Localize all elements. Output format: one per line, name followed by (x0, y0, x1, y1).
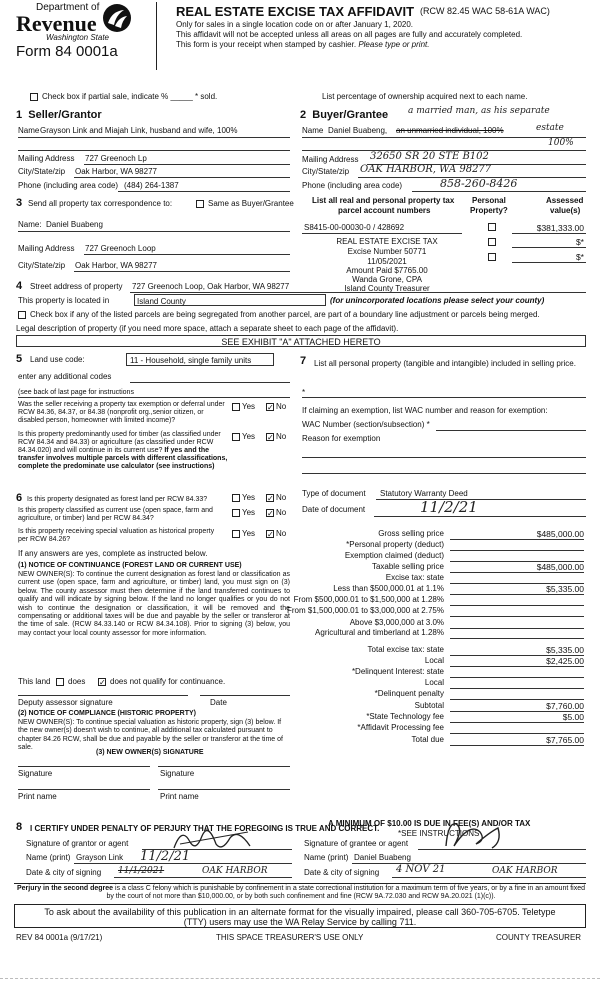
tax-row-label: From $1,500,000.01 to $3,000,000 at 2.75% (286, 606, 444, 615)
tax-row-value[interactable]: $7,765.00 (546, 735, 584, 745)
stamp-line5: Wanda Grone, CPA (352, 275, 422, 284)
stamp-line3: 11/05/2021 (367, 257, 407, 266)
parcel-number[interactable]: S8415-00-00030-0 / 428692 (304, 223, 405, 232)
rule (18, 397, 290, 398)
personal-header1: Personal (472, 196, 506, 205)
forest-q2-yes-checkbox[interactable] (232, 509, 240, 517)
accessibility-line1: To ask about the availability of this publication in an alternate format for the visually impaired, please call 360-705-6705. Teletype (44, 907, 556, 917)
tax-row-value[interactable]: $5.00 (562, 712, 584, 722)
rule (118, 191, 290, 192)
section4-number: 4 (16, 280, 23, 292)
tax-row-rule (450, 745, 584, 746)
tax-row-label: *Delinquent penalty (374, 689, 444, 698)
q1-no-label: No (276, 402, 287, 411)
tax-row-value[interactable]: $7,760.00 (546, 701, 584, 711)
forest-q2: Is this property classified as current use (open space, farm and agriculture, or timber) land per RCW 84.34? (18, 507, 213, 522)
grantor-name[interactable]: Grayson Link (76, 853, 124, 862)
tax-row-rule (450, 628, 584, 629)
parcel-header1: List all real and personal property tax (312, 196, 455, 205)
section5-number: 5 (16, 353, 23, 365)
grantor-date-label: Date & city of signing (26, 868, 102, 877)
seller-city[interactable]: Oak Harbor, WA 98277 (75, 167, 157, 176)
grantee-signature-label: Signature of grantee or agent (304, 839, 409, 848)
tax-row-label: *State Technology fee (366, 712, 444, 721)
forest-q2-no-label: No (276, 508, 287, 517)
rule (512, 247, 586, 248)
tax-row-label: Agricultural and timberland at 1.28% (315, 628, 444, 637)
buyer-city[interactable]: OAK HARBOR, WA 98277 (360, 164, 492, 175)
tax-row-value[interactable]: $2,425.00 (546, 656, 584, 666)
landuse-label: Land use code: (30, 355, 85, 364)
q2-yes-label: Yes (242, 432, 256, 441)
rule (302, 473, 586, 474)
rule (512, 233, 586, 234)
divider (14, 883, 586, 884)
grantor-city[interactable]: OAK HARBOR (202, 866, 268, 876)
section6-number: 6 (16, 492, 23, 504)
buyer-hw-note2: estate (536, 123, 564, 133)
personal-property-checkbox-3[interactable] (488, 253, 496, 261)
q2-no-checkbox-checked[interactable]: ✓ (267, 433, 274, 442)
dor-logo-icon (102, 3, 132, 33)
deputy-date-label: Date (210, 698, 227, 707)
forest-q1-no-label: No (276, 493, 287, 502)
located-label: This property is located in (18, 296, 110, 305)
tax-row-label: Exemption claimed (deduct) (344, 551, 444, 560)
same-as-buyer-checkbox[interactable] (196, 200, 204, 208)
tax-row-rule (450, 572, 584, 573)
forest-q2-yes-label: Yes (242, 508, 256, 517)
land-does-label: does (68, 677, 86, 686)
dept-line3: Washington State (46, 33, 110, 42)
stamp-line2: Excise Number 50771 (347, 247, 427, 256)
buyer-name[interactable]: Daniel Buabeng, (328, 126, 388, 135)
notice-continuance-heading: (1) NOTICE OF CONTINUANCE (FOREST LAND OR CURRENT USE) (18, 562, 242, 569)
grantee-city[interactable]: OAK HARBOR (492, 866, 558, 876)
parcel-header2: parcel account numbers (338, 206, 431, 215)
forest-q3-yes-label: Yes (242, 529, 256, 538)
any-yes-note: If any answers are yes, complete as instructed below. (18, 549, 208, 558)
list-percentage-note: List percentage of ownership acquired next to each name. (322, 92, 528, 101)
tax-row-value[interactable]: $485,000.00 (536, 529, 584, 539)
rule (512, 262, 586, 263)
grantee-signature[interactable] (440, 818, 510, 857)
accessibility-box (14, 904, 586, 928)
treasurer-use-note: THIS SPACE TREASURER'S USE ONLY (216, 933, 364, 942)
section1-title: 1 Seller/Grantor (16, 109, 102, 121)
forest-q2-no-checkbox-checked[interactable]: ✓ (267, 509, 274, 518)
q2-yes-checkbox[interactable] (232, 433, 240, 441)
doc-type-label: Type of document (302, 489, 366, 498)
rule (374, 516, 586, 517)
minimum-fee-note: A MINIMUM OF $10.00 IS DUE IN FEE(S) AND/OR TAX (328, 819, 531, 828)
rule (392, 877, 586, 878)
notice-compliance-text: NEW OWNER(S): To continue special valuation as historic property, sign (3) below. If the new owner(s) doesn't wish to continue, all additional tax calculated pursuant to chapter 84.26 RCW, shall be due and payable by the seller or transferor at the time of sale. (18, 719, 283, 752)
personal-property-checkbox-2[interactable] (488, 238, 496, 246)
accessibility-line2: (TTY) users may use the WA Relay Service by calling 711. (183, 917, 417, 927)
q1-yes-label: Yes (242, 402, 256, 411)
tax-row-rule (450, 550, 584, 551)
tax-row-rule (450, 638, 584, 639)
grantor-struck-date: 11/1/2021 (118, 866, 165, 876)
tax-row-label: Taxable selling price (371, 562, 444, 571)
forest-q3-no-label: No (276, 529, 287, 538)
this-land-label: This land (18, 677, 51, 686)
rule (18, 766, 150, 767)
assessed-value-1[interactable]: $381,333.00 (536, 223, 584, 233)
segregated-checkbox[interactable] (18, 311, 26, 319)
see-instructions-note: *SEE INSTRUCTIONS (398, 829, 480, 838)
form-title-ref: (RCW 82.45 WAC 58-61A WAC) (420, 6, 550, 16)
buyer-name-label: Name (302, 126, 324, 135)
tax-row-rule (450, 677, 584, 678)
additional-codes-label: enter any additional codes (18, 372, 112, 381)
tax-row-rule (450, 666, 584, 667)
buyer-phone-label: Phone (including area code) (302, 181, 403, 190)
tax-row-label: Subtotal (414, 701, 444, 710)
rule (74, 271, 290, 272)
buyer-hw-note1: a married man, as his separate (408, 106, 550, 116)
page-edge (0, 978, 600, 979)
rule (114, 877, 292, 878)
header-divider (156, 2, 157, 70)
county-select[interactable]: Island County (134, 294, 326, 306)
tax-row-rule (450, 722, 584, 723)
tax-row-label: Local (424, 678, 444, 687)
seller-phone-label: Phone (including area code) (18, 181, 119, 190)
wac-label: WAC Number (section/subsection) * (302, 420, 430, 429)
grantor-hw-date: 11/2/21 (140, 849, 191, 864)
forest-q1-yes-label: Yes (242, 493, 256, 502)
perjury-notice: Perjury in the second degree is a class C felony which is punishable by confinement in a state correctional institution for a maximum term of five years, or by a fine in an amount fixed by the court of not more than $10,000.00, or by both such confinement and fine (RCW 9A.72.030 and RCW 9A.20.021 (1)(c)). (16, 885, 586, 901)
deputy-signature-label: Deputy assessor signature (18, 698, 113, 707)
grantee-name[interactable]: Daniel Buabeng (354, 853, 411, 862)
tax-row-rule (450, 594, 584, 595)
question-exemption: Was the seller receiving a property tax exemption or deferral under RCW 84.36, 84.37, or 84.38 (nonprofit org.,senior citizen, or disabled person, homeowner with limited income)? (18, 401, 225, 424)
land-not-qualify-checkbox-checked[interactable]: ✓ (99, 678, 106, 687)
seller-name-label: Name (18, 126, 40, 135)
rule (302, 457, 586, 458)
grantee-date-label: Date & city of signing (304, 868, 380, 877)
notice-compliance-heading: (2) NOTICE OF COMPLIANCE (HISTORIC PROPERTY) (18, 710, 196, 717)
rule (436, 430, 586, 431)
section7-number: 7 (300, 355, 307, 367)
rule (302, 137, 586, 138)
segregated-label: Check box if any of the listed parcels are being segregated from another parcel, are part of a boundary line adjustment or parcels being merged. (30, 310, 540, 319)
grantee-name-label: Name (print) (304, 853, 349, 862)
header-sub2: This affidavit will not be accepted unless all areas on all pages are fully and accurately completed. (176, 30, 523, 39)
assessed-value-2[interactable]: $* (575, 237, 584, 247)
buyer-mail[interactable]: 32650 SR 20 STE B102 (370, 151, 489, 162)
revision-number: REV 84 0001a (9/17/21) (16, 933, 103, 942)
owner-print-label-2: Print name (160, 792, 199, 801)
corr-name[interactable]: Daniel Buabeng (46, 220, 103, 229)
seller-mail[interactable]: 727 Greenoch Lp (85, 154, 147, 163)
q1-no-checkbox-checked[interactable]: ✓ (267, 403, 274, 412)
rule (18, 789, 150, 790)
tax-row-label: Excise tax: state (385, 573, 444, 582)
forest-q3-yes-checkbox[interactable] (232, 530, 240, 538)
header-sub1: Only for sales in a single location code on or after January 1, 2020. (176, 20, 414, 29)
question-timber: Is this property predominantly used for timber (as classified under RCW 84.34 and 84.33) or agriculture (as classified under RCW 84.34.020) and will continue in its current use? If yes and the transfer involves multiple parcels with different classifications, complete the predominate use calculator (see instructions) (18, 431, 228, 470)
buyer-struck-text: an unmarried individual, 100% (396, 126, 504, 135)
forest-q1-yes-checkbox[interactable] (232, 494, 240, 502)
rule (130, 382, 290, 383)
land-not-qualify-label: does not qualify for continuance. (110, 677, 226, 686)
street-label: Street address of property (30, 282, 123, 291)
personal-property-checkbox-1[interactable] (488, 223, 496, 231)
tax-row-label: Less than $500,000.01 at 1.1% (333, 584, 444, 593)
tax-row-label: Total due (411, 735, 444, 744)
legal-label: Legal description of property (if you need more space, attach a separate sheet to each page of the affidavit). (16, 324, 399, 333)
rule (18, 137, 290, 138)
grantor-signature-label: Signature of grantor or agent (26, 839, 129, 848)
rule (302, 233, 462, 234)
stamp-line4: Amount Paid $7765.00 (346, 266, 428, 275)
header-sub3: This form is your receipt when stamped by cashier. Please type or print. (176, 40, 430, 49)
rule (74, 863, 292, 864)
tax-row-label: *Delinquent Interest: state (351, 667, 444, 676)
doc-type[interactable]: Statutory Warranty Deed (380, 489, 468, 498)
corr-mail[interactable]: 727 Greenoch Loop (85, 244, 156, 253)
tax-row-value[interactable]: $5,335.00 (546, 584, 584, 594)
same-as-buyer-label: Same as Buyer/Grantee (208, 199, 294, 208)
partial-sale-checkbox[interactable] (30, 93, 38, 101)
form-number: Form 84 0001a (16, 43, 118, 60)
dept-line1: Department of (36, 2, 100, 13)
dept-line2: Revenue (16, 11, 97, 36)
seller-mail-label: Mailing Address (18, 154, 75, 163)
rule (18, 231, 290, 232)
rule (376, 499, 586, 500)
section2-title: 2 Buyer/Grantee (300, 109, 389, 121)
forest-q1: Is this property designated as forest land per RCW 84.33? (27, 496, 208, 503)
certify-heading: I CERTIFY UNDER PENALTY OF PERJURY THAT THE FOREGOING IS TRUE AND CORRECT. (30, 824, 380, 833)
land-does-checkbox[interactable] (56, 678, 64, 686)
legal-description[interactable]: SEE EXHIBIT "A" ATTACHED HERETO (16, 335, 586, 347)
owner-signature-label-1: Signature (18, 769, 53, 778)
forest-q3-no-checkbox-checked[interactable]: ✓ (267, 530, 274, 539)
assessed-value-3[interactable]: $* (575, 252, 584, 262)
form-title: REAL ESTATE EXCISE TAX AFFIDAVIT (176, 4, 415, 19)
seller-city-label: City/State/zip (18, 167, 66, 176)
tax-row-label: Local (424, 656, 444, 665)
tax-row-label: *Affidavit Processing fee (357, 723, 444, 732)
rule (84, 254, 290, 255)
corr-city[interactable]: Oak Harbor, WA 98277 (75, 261, 157, 270)
q2-no-label: No (276, 432, 287, 441)
rule (158, 766, 290, 767)
doc-date[interactable]: 11/2/21 (420, 498, 478, 516)
doc-date-label: Date of document (302, 505, 366, 514)
rule (200, 695, 290, 696)
tax-row-label: *Personal property (deduct) (346, 540, 444, 549)
rule (74, 177, 290, 178)
rule (84, 164, 290, 165)
forest-q1-no-checkbox-checked[interactable]: ✓ (267, 494, 274, 503)
tax-row-rule (450, 605, 584, 606)
seller-name[interactable]: Grayson Link and Miajah Link, husband and wife, 100% (40, 126, 238, 135)
q1-yes-checkbox[interactable] (232, 403, 240, 411)
buyer-phone[interactable]: 858-260-8426 (440, 177, 518, 190)
street-address[interactable]: 727 Greenoch Loop, Oak Harbor, WA 98277 (132, 282, 290, 291)
new-owner-signature-heading: (3) NEW OWNER(S) SIGNATURE (96, 749, 204, 756)
rule (18, 150, 290, 151)
owner-print-label-1: Print name (18, 792, 57, 801)
partial-sale-label: Check box if partial sale, indicate % _____ * sold. (42, 92, 218, 101)
personal-star: * (302, 388, 306, 397)
tax-row-rule (450, 699, 584, 700)
corr-city-label: City/State/zip (18, 261, 66, 270)
tax-row-value[interactable]: $485,000.00 (536, 562, 584, 572)
tax-row-label: Gross selling price (378, 529, 444, 538)
section3-number: 3 (16, 197, 23, 209)
notice-continuance-text: NEW OWNER(S): To continue the current designation as forest land or classification as current use (open space, farm and agriculture, or timber) land, you must sign on (3) below. The county assessor must then determine if the land transferred continues to qualify and will indicate by signing below. If the land no longer qualifies or you do not wish to continue the designation or classification, it will be removed and the compensating or additional taxes will be due and payable by the seller or transferor at the time of sale. (RCW 84.33.140 or RCW 84.34.108). Prior to signing (3) below, you may contact your local county assessor for more information. (18, 571, 290, 637)
assessed-header1: Assessed (546, 196, 584, 205)
forest-q3: Is this property receiving special valuation as historical property per RCW 84.26? (18, 528, 215, 543)
section8-number: 8 (16, 821, 23, 833)
exemption-label: If claiming an exemption, list WAC number and reason for exemption: (302, 406, 548, 415)
stamp-line1: REAL ESTATE EXCISE TAX (336, 237, 438, 246)
grantor-name-label: Name (print) (26, 853, 71, 862)
corr-name-label: Name: (18, 220, 42, 229)
tax-row-rule (450, 733, 584, 734)
personal-property-label: List all personal property (tangible and intangible) included in selling price. (314, 359, 576, 368)
tax-row-rule (450, 688, 584, 689)
stamp-line6: Island County Treasurer (344, 284, 430, 293)
tax-row-label: From $500,000.01 to $1,500,000 at 1.28% (293, 595, 444, 604)
tax-row-rule (450, 539, 584, 540)
buyer-mail-label: Mailing Address (302, 155, 359, 164)
buyer-city-label: City/State/zip (302, 167, 350, 176)
tax-row-label: Total excise tax: state (367, 645, 444, 654)
rule (158, 789, 290, 790)
buyer-hw-note3: 100% (548, 138, 574, 148)
tax-row-value[interactable]: $5,335.00 (546, 645, 584, 655)
assessed-header2: value(s) (550, 206, 581, 215)
rule (352, 863, 586, 864)
grantee-date[interactable]: 4 NOV 21 (396, 864, 446, 875)
personal-header2: Property? (470, 206, 508, 215)
rule (130, 292, 586, 293)
see-back-note: (see back of last page for instructions (18, 389, 134, 396)
seller-phone[interactable]: (484) 264-1387 (124, 181, 179, 190)
tax-row-label: Above $3,000,000 at 3.0% (349, 618, 444, 627)
located-note: (for unincorporated locations please select your county) (330, 296, 545, 305)
owner-signature-label-2: Signature (160, 769, 195, 778)
corr-mail-label: Mailing Address (18, 244, 75, 253)
tax-row-rule (450, 616, 584, 617)
rule (412, 191, 586, 192)
rule (18, 695, 188, 696)
correspondence-label: Send all property tax correspondence to: (28, 199, 173, 208)
county-treasurer-label: COUNTY TREASURER (496, 933, 582, 942)
landuse-code-select[interactable]: 11 - Household, single family units (126, 353, 274, 366)
reason-label: Reason for exemption (302, 434, 381, 443)
rule (302, 397, 586, 398)
